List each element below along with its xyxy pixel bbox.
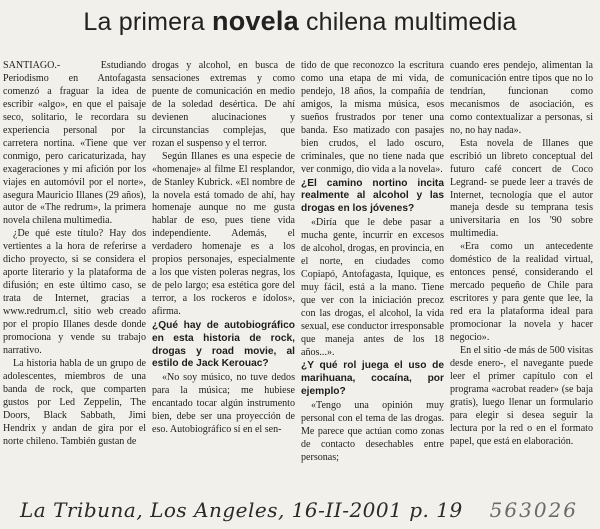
col4-paragraph-4: En el sitio -de más de 500 visitas desde enero-, el navegante puede leer el primer capítulo con el programa «acrobat reader» (se baja gratis), luego llenar un formulario para elegir si desea seguir la lectura por la red o en el formato papel, que está en elaboración.	[450, 344, 593, 447]
col1-paragraph-3: La historia habla de un grupo de adolescentes, miembros de una banda de rock, que comparten gustos por Led Zeppelin, The Doors, Black Sabbath, Jimi Hendrix y andan de gira por el norte chileno. También gustan de	[3, 357, 146, 447]
col3-question-2: ¿Y qué rol juega el uso de marihuana, cocaína, por ejemplo?	[301, 360, 444, 398]
headline	[0, 6, 600, 37]
col3-question-1: ¿El camino nortino incita realmente al alcohol y las drogas en los jóvenes?	[301, 177, 444, 215]
col4-paragraph-3: «Era como un antecedente doméstico de la realidad virtual, entonces pensé, considerando el mercado pequeño de Chile para escritores y para gente que lee, la red era la plataforma ideal para promocionar la novela y hacer negocio».	[450, 241, 593, 344]
column-3	[301, 60, 444, 500]
column-1	[3, 60, 146, 500]
col1-paragraph-1: SANTIAGO.- Estudiando Periodismo en Antofagasta comenzó a fraguar la idea de escribir «algo», en que el paisaje seco, solitario, le recordara su experiencia personal por la carretera nortina. «Tiene que ver conmigo, pero caricaturizada, hay exageraciones y mi afición por los viajes en automóvil por el norte», asegura Mauricio Illanes (29 años), autor de «The redrum», la primera novela chilena multimedia.	[3, 60, 146, 227]
col2-paragraph-2: Según Illanes es una especie de «homenaje» al filme El resplandor, de Stanley Kubrick. «El nombre de la novela está tomado de ahí, hay homenaje aunque no me gusta hablar de eso, pues tiene vida independiente. Además, el verdadero homenaje es a los propios personajes, especialmente a los que visten poleras negras, los de pelo largo; esa estética gore del terror, a los rockeros e ídolos», afirma.	[152, 150, 295, 318]
article-body	[3, 60, 593, 500]
headline-bold: novela	[212, 6, 299, 36]
col3-paragraph-2: «Diría que le debe pasar a mucha gente, incurrir en excesos de alcohol, drogas, en provincia, en el norte, en ciudades como Copiapó, Antofagasta, Iquique, es muy fácil, está a la mano. Tiene que ver con la iniciación precoz con las drogas, el alcohol, la vida sexual, ese conductor irresponsable que maneja antes de los 18 años...».	[301, 216, 444, 358]
archive-stamp-number: 563026	[489, 498, 578, 522]
headline-pre: La primera	[83, 8, 205, 36]
handwritten-source-note: La Tribuna, Los Angeles, 16-II-2001 p. 19	[20, 498, 463, 522]
col2-paragraph-1: drogas y alcohol, en busca de sensaciones extremas y como puente de comunicación en medio de la soledad desértica. De ahí devienen alucinaciones y circunstancias complejas, que rozan el suspenso y el terror.	[152, 60, 295, 149]
column-4	[450, 60, 593, 500]
col3-paragraph-3: «Tengo una opinión muy personal con el tema de las drogas. Me parece que actúan como zonas de contacto desechables entre personas;	[301, 399, 444, 463]
col4-paragraph-2: Esta novela de Illanes que escribió un libreto conceptual del futuro café concert de Coco Legrand- se puede leer a través de Internet, tecnología que el autor maneja desde su temprana tesis universitaria en los '90 sobre multimedia.	[450, 137, 593, 240]
col3-paragraph-1: tido de que reconozco la escritura como una etapa de mi vida, de pendejo, 18 años, la compañía de amigos, la misma música, esos sueños frustrados por tener una banda. Eso matizado con pasajes bien crudos, el lado oscuro, criminales, que no tiene nada que ver conmigo, dio vida a la novela».	[301, 60, 444, 175]
column-2	[152, 60, 295, 500]
col2-paragraph-3: «No soy músico, no tuve dedos para la música; me hubiese encantado tocar algún instrumento bien, debe ser una proyección de eso. Autobiográfico sí en el sen-	[152, 372, 295, 436]
col1-paragraph-2: ¿De qué este título? Hay dos vertientes a la hora de referirse a dicho proyecto, si se considera el aporte literario y la plataforma de difusión; en este último caso, se trata de Internet, gracias a www.redrum.cl, sitio web creado por el propio Illanes desde donde promociona y vende su trabajo narrativo.	[3, 228, 146, 356]
col4-paragraph-1: cuando eres pendejo, alimentan la comunicación entre tipos que no lo tendrían, funcionan como mecanismos de asociación, es como contextualizar a personas, si no, no hay nada».	[450, 60, 593, 136]
col2-question-1: ¿Qué hay de autobiográfico en esta historia de rock, drogas y road movie, al estilo de Jack Kerouac?	[152, 320, 295, 370]
headline-post: chilena multimedia	[305, 8, 517, 36]
